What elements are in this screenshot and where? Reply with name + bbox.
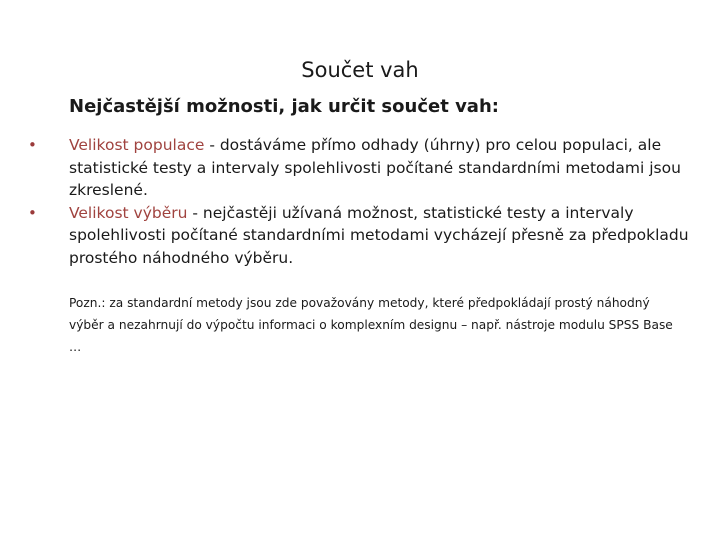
bullet-text: - dostáváme přímo odhady (úhrny) pro celou populaci, ale statistické testy a intervaly spolehlivosti počítané standardními metodami jsou zkreslené. bbox=[69, 136, 681, 199]
bullet-text: - nejčastěji užívaná možnost, statistické testy a intervaly spolehlivosti počítané standardními metodami vycházejí přesně za předpokladu prostého náhodného výběru. bbox=[69, 203, 689, 267]
slide-title-text: Součet vah bbox=[301, 58, 419, 82]
bullet-marker: • bbox=[28, 203, 37, 222]
bullet-item-population bbox=[26, 134, 706, 202]
bullet-item-sample bbox=[26, 202, 706, 270]
bullet-marker: • bbox=[28, 136, 37, 154]
slide-title bbox=[0, 58, 720, 82]
slide-subtitle: Nejčastější možnosti, jak určit součet vah: bbox=[69, 96, 499, 117]
bullet-highlight: Velikost výběru bbox=[69, 203, 188, 222]
bullet-highlight: Velikost populace bbox=[69, 136, 205, 154]
footnote: Pozn.: za standardní metody jsou zde považovány metody, které předpokládají prostý náhodný výběr a nezahrnují do výpočtu informaci o komplexním designu – např. nástroje modulu SPSS Base … bbox=[69, 296, 673, 354]
bullet-list bbox=[26, 134, 706, 269]
